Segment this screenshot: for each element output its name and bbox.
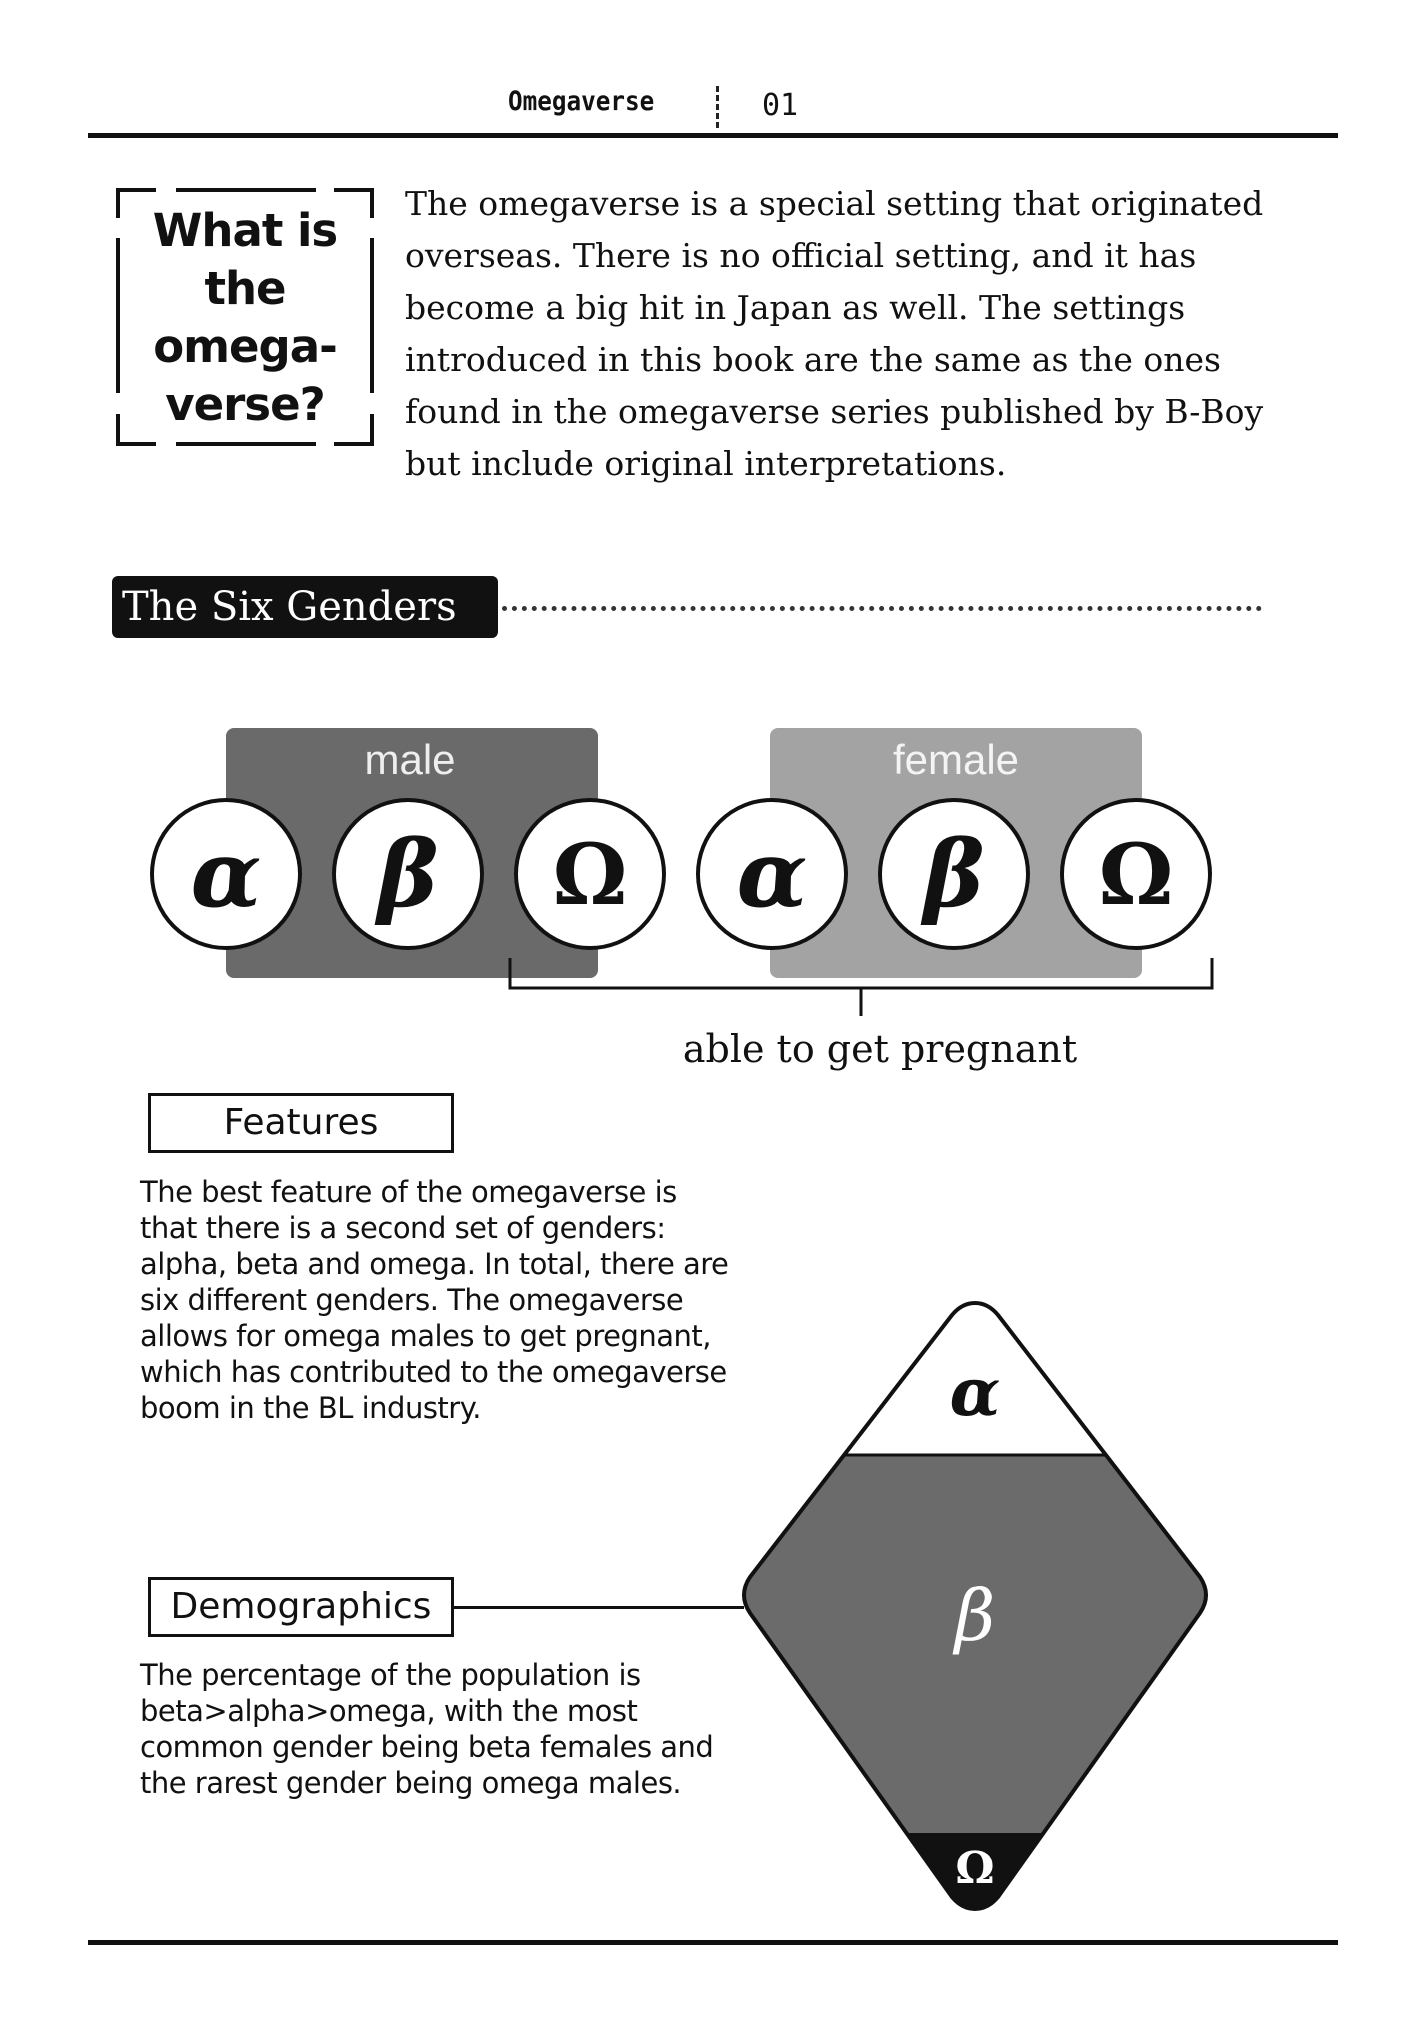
features-text: The best feature of the omegaverse is that there is a second set of genders: alpha, beta and omega. In total, there are six different genders. The omegaverse allows for omega males to get pregnant, which has contributed to the omegaverse boom in the BL industry. <box>140 1175 729 1425</box>
beta-symbol: β <box>923 820 985 928</box>
question-line: verse? <box>165 378 325 431</box>
bottom-rule <box>88 1940 1338 1945</box>
intro-paragraph: The omegaverse is a special setting that originated overseas. There is no official setting, and it has become a big hit in Japan as well. The settings introduced in this book are the same as the ones found in the omegaverse series published by B-Boy but include original interpretations. <box>405 184 1264 483</box>
demographics-connector <box>454 1606 744 1609</box>
beta-symbol: β <box>954 1575 996 1657</box>
omega-symbol: Ω <box>955 1843 995 1894</box>
question-line: What is <box>152 204 338 257</box>
omega-symbol: Ω <box>1098 825 1174 924</box>
alpha-symbol: α <box>949 1353 1001 1431</box>
population-diamond <box>730 1295 1220 1915</box>
features-label: Features <box>148 1093 454 1153</box>
alpha-symbol: α <box>736 820 808 928</box>
female-label: female <box>892 736 1020 783</box>
question-box <box>116 188 374 446</box>
question-heading <box>116 202 374 434</box>
question-line: omega- <box>153 320 337 373</box>
omega-symbol: Ω <box>552 825 628 924</box>
alpha-symbol: α <box>190 820 262 928</box>
top-rule <box>88 133 1338 138</box>
header-separator <box>716 86 719 128</box>
section-title: The Six Genders <box>112 576 498 638</box>
page-number: 01 <box>762 88 799 123</box>
beta-symbol: β <box>377 820 439 928</box>
bracket-label: able to get pregnant <box>682 1027 1078 1071</box>
demographics-label: Demographics <box>148 1577 454 1637</box>
running-header-title: Omegaverse <box>508 86 655 117</box>
demographics-text: The percentage of the population is beta>alpha>omega, with the most common gender being beta females and the rarest gender being omega males. <box>140 1658 714 1800</box>
section-dotted-rule <box>502 606 1262 611</box>
question-line: the <box>204 262 286 315</box>
male-label: male <box>364 736 456 783</box>
six-genders-diagram <box>140 720 1230 1080</box>
